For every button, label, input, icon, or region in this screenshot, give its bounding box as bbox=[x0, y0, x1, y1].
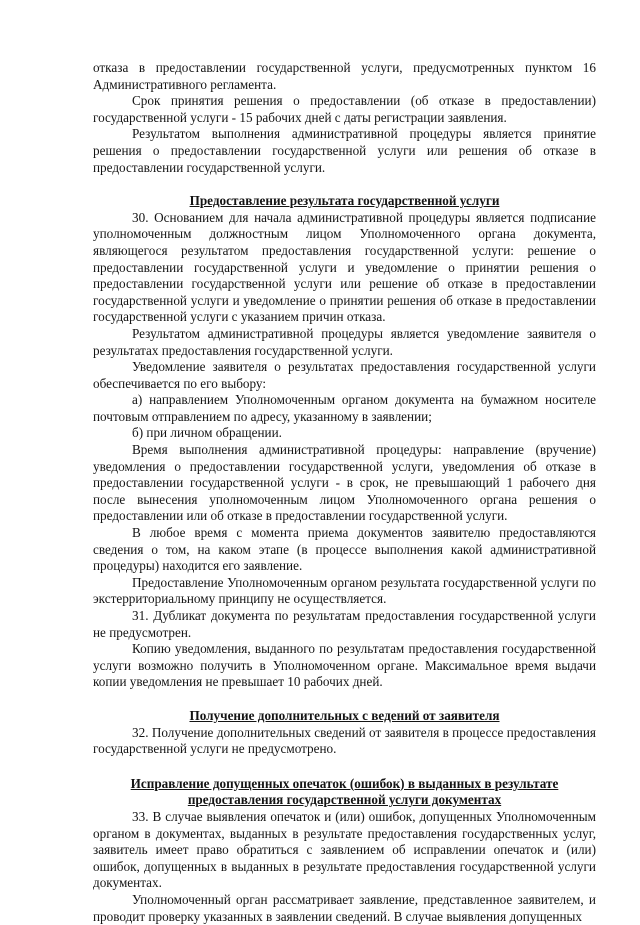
paragraph: 32. Получение дополнительных сведений от заявителя в процессе предоставления государственной услуги не предусмотрено. bbox=[93, 724, 596, 757]
paragraph: а) направлением Уполномоченным органом документа на бумажном носителе почтовым отправлением по адресу, указанному в заявлении; bbox=[93, 392, 596, 424]
section-heading-line: предоставления государственной услуги документах bbox=[187, 792, 502, 808]
paragraph: Копию уведомления, выданного по результатам предоставления государственной услуги возможно получить в Уполномоченном органе. Максимальное время выдачи копии уведомления не превышает 10 рабочих дней. bbox=[93, 641, 596, 690]
section-heading-line: Исправление допущенных опечаток (ошибок) в выданных в результате bbox=[130, 775, 559, 791]
paragraph: Результатом выполнения административной процедуры является принятие решения о предоставлении государственной услуги или решения об отказе в предоставлении государственной услуги. bbox=[93, 126, 596, 175]
section-heading: Получение дополнительных с ведений от заявителя bbox=[189, 707, 500, 723]
paragraph: Уполномоченный орган рассматривает заявление, представленное заявителем, и проводит проверку указанных в заявлении сведений. В случае выявления допущенных bbox=[93, 891, 596, 924]
paragraph: Предоставление Уполномоченным органом результата государственной услуги по экстерриториальному принципу не осуществляется. bbox=[93, 574, 596, 607]
document-page bbox=[93, 60, 596, 925]
paragraph: Срок принятия решения о предоставлении (об отказе в предоставлении) государственной услуги - 15 рабочих дней с даты регистрации заявления. bbox=[93, 93, 596, 125]
section-heading: Предоставление результата государственной услуги bbox=[189, 193, 500, 209]
paragraph: б) при личном обращении. bbox=[132, 425, 282, 441]
section-heading bbox=[93, 776, 596, 809]
paragraph: Уведомление заявителя о результатах предоставления государственной услуги обеспечивается по его выбору: bbox=[93, 359, 596, 391]
paragraph: 30. Основанием для начала административной процедуры является подписание уполномоченным должностным лицом Уполномоченного органа документа, являющегося результатом предоставления государственной услуги: решение о предоставлении государственной услуги и уведомление о принятии решения о предоставлении государственной услуги или решение об отказе в предоставлении государственной услуги и уведомление о принятии решения об отказе в предоставлении государственной услуги с указанием причин отказа. bbox=[93, 209, 596, 325]
paragraph: отказа в предоставлении государственной услуги, предусмотренных пунктом 16 Административного регламента. bbox=[93, 60, 596, 92]
paragraph: 31. Дубликат документа по результатам предоставления государственной услуги не предусмотрен. bbox=[93, 608, 596, 640]
paragraph: Результатом административной процедуры является уведомление заявителя о результатах предоставления государственной услуги. bbox=[93, 325, 596, 358]
paragraph: Время выполнения административной процедуры: направление (вручение) уведомления о предоставлении государственной услуги, уведомления об отказе в предоставлении государственной услуги - в срок, не превышающий 1 рабочего дня после вынесения уполномоченным лицом Уполномоченного органа решения о предоставлении или об отказе в предоставлении государственной услуги. bbox=[93, 442, 596, 524]
paragraph: В любое время с момента приема документов заявителю предоставляются сведения о том, на каком этапе (в процессе выполнения какой административной процедуры) находится его заявление. bbox=[93, 525, 596, 574]
paragraph: 33. В случае выявления опечаток и (или) ошибок, допущенных Уполномоченным органом в документах, выданных в результате предоставления государственных услуг, заявитель имеет право обратиться с заявлением об исправлении опечаток и (или) ошибок, допущенных в выданных в результате предоставления государственной услуги документах. bbox=[93, 808, 596, 891]
